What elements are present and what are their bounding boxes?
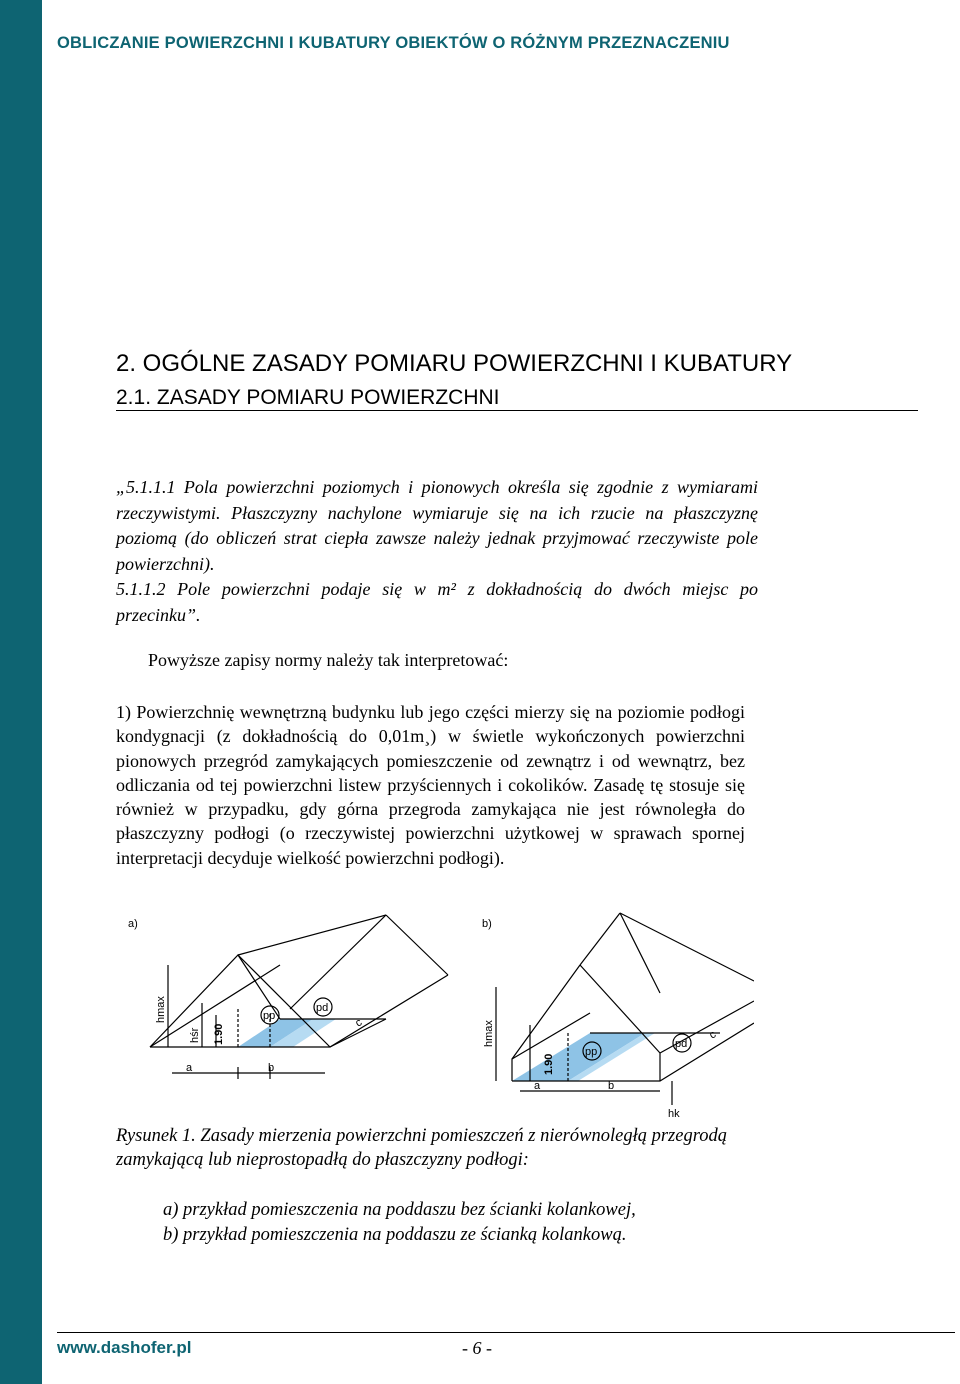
rule-paragraph (116, 700, 745, 870)
label-b-pp: pp (585, 1046, 598, 1058)
panel-a-ridge (238, 915, 386, 955)
footer-url[interactable]: www.dashofer.pl (57, 1338, 192, 1357)
label-a-pp: pp (263, 1010, 276, 1022)
label-b-a: a (534, 1080, 541, 1092)
label-b-c: c (707, 1028, 719, 1042)
panel-a-label: a) (128, 918, 138, 930)
section-title: 2.1. ZASADY POMIARU POWIERZCHNI (116, 386, 500, 409)
attic-measurement-figure (120, 905, 754, 1121)
label-a-hsr: hśr (189, 1027, 201, 1043)
page-number: - 6 - (462, 1338, 492, 1358)
label-a-pd: pd (316, 1002, 329, 1014)
label-a-b: b (268, 1062, 275, 1074)
running-header: OBLICZANIE POWIERZCHNI I KUBATURY OBIEKTÓW O RÓŻNYM PRZEZNACZENIU (57, 34, 730, 52)
title-underline (116, 410, 918, 411)
panel-b-floor-shaded (512, 1033, 645, 1081)
label-a-hmax: hmax (155, 996, 167, 1023)
label-b-pd: pd (675, 1038, 688, 1050)
figure-note-a: a) przykład pomieszczenia na poddaszu bez ścianki kolankowej, (163, 1200, 636, 1220)
panel-b-label: b) (482, 918, 492, 930)
label-b-hmax: hmax (483, 1020, 495, 1047)
figure-notes (163, 1198, 636, 1247)
panel-a-ridge-back (386, 915, 448, 975)
label-b-190: 1.90 (543, 1053, 555, 1075)
label-b-hk: hk (668, 1108, 680, 1120)
figure-caption-title: Rysunek 1. Zasady mierzenia powierzchni pomieszczeń z nierównoległą przegrodą zamykającą lub nieprostopadłą do płaszczyzny podłogi: (116, 1126, 727, 1170)
figure-drawing (120, 905, 754, 1121)
chapter-title: 2. OGÓLNE ZASADY POMIARU POWIERZCHNI I KUBATURY (116, 350, 793, 377)
label-a-190: 1.90 (213, 1023, 225, 1045)
label-a-c: c (353, 1016, 365, 1030)
panel-b-ridge (580, 913, 620, 965)
point-1-text: 1) Powierzchnię wewnętrzną budynku lub jego części mierzy się na poziomie podłogi kondygnacji (z dokładnością do 0,01m¸) w świetle wykończonych powierzchni pionowych przegród zamykających pomieszczenie od zewnątrz i od wewnątrz, bez odliczania od tej powierzchni listew przyściennych i cokolików. Zasadę tę stosuje się również w przypadku, gdy górna przegroda zamykająca nie jest równoległa do płaszczyzny podłogi (o rzeczywistej powierzchni użytkowej w sprawach spornej interpretacji decyduje wielkość powierzchni podłogi). (116, 702, 745, 868)
label-a-a: a (186, 1062, 193, 1074)
footer-rule (57, 1332, 955, 1333)
quote-paragraph-1: „5.1.1.1 Pola powierzchni poziomych i pionowych określa się zgodnie z wymiarami rzeczywistymi. Płaszczyzny nachylone wymiaruje się na ich rzucie na płaszczyznę poziomą (do obliczeń strat ciepła zawsze należy jednak przyjmować rzeczywiste pole powierzchni). (116, 477, 758, 574)
standard-quote (116, 475, 758, 628)
interpretation-intro: Powyższe zapisy normy należy tak interpretować: (148, 650, 509, 670)
side-color-bar (0, 0, 42, 1384)
label-b-b: b (608, 1080, 615, 1092)
figure-note-b: b) przykład pomieszczenia na poddaszu ze ścianką kolankową. (163, 1224, 627, 1245)
figure-caption (116, 1124, 766, 1172)
quote-paragraph-2: 5.1.1.2 Pole powierzchni podaje się w m² z dokładnością do dwóch miejsc po przecinku”. (116, 579, 758, 625)
